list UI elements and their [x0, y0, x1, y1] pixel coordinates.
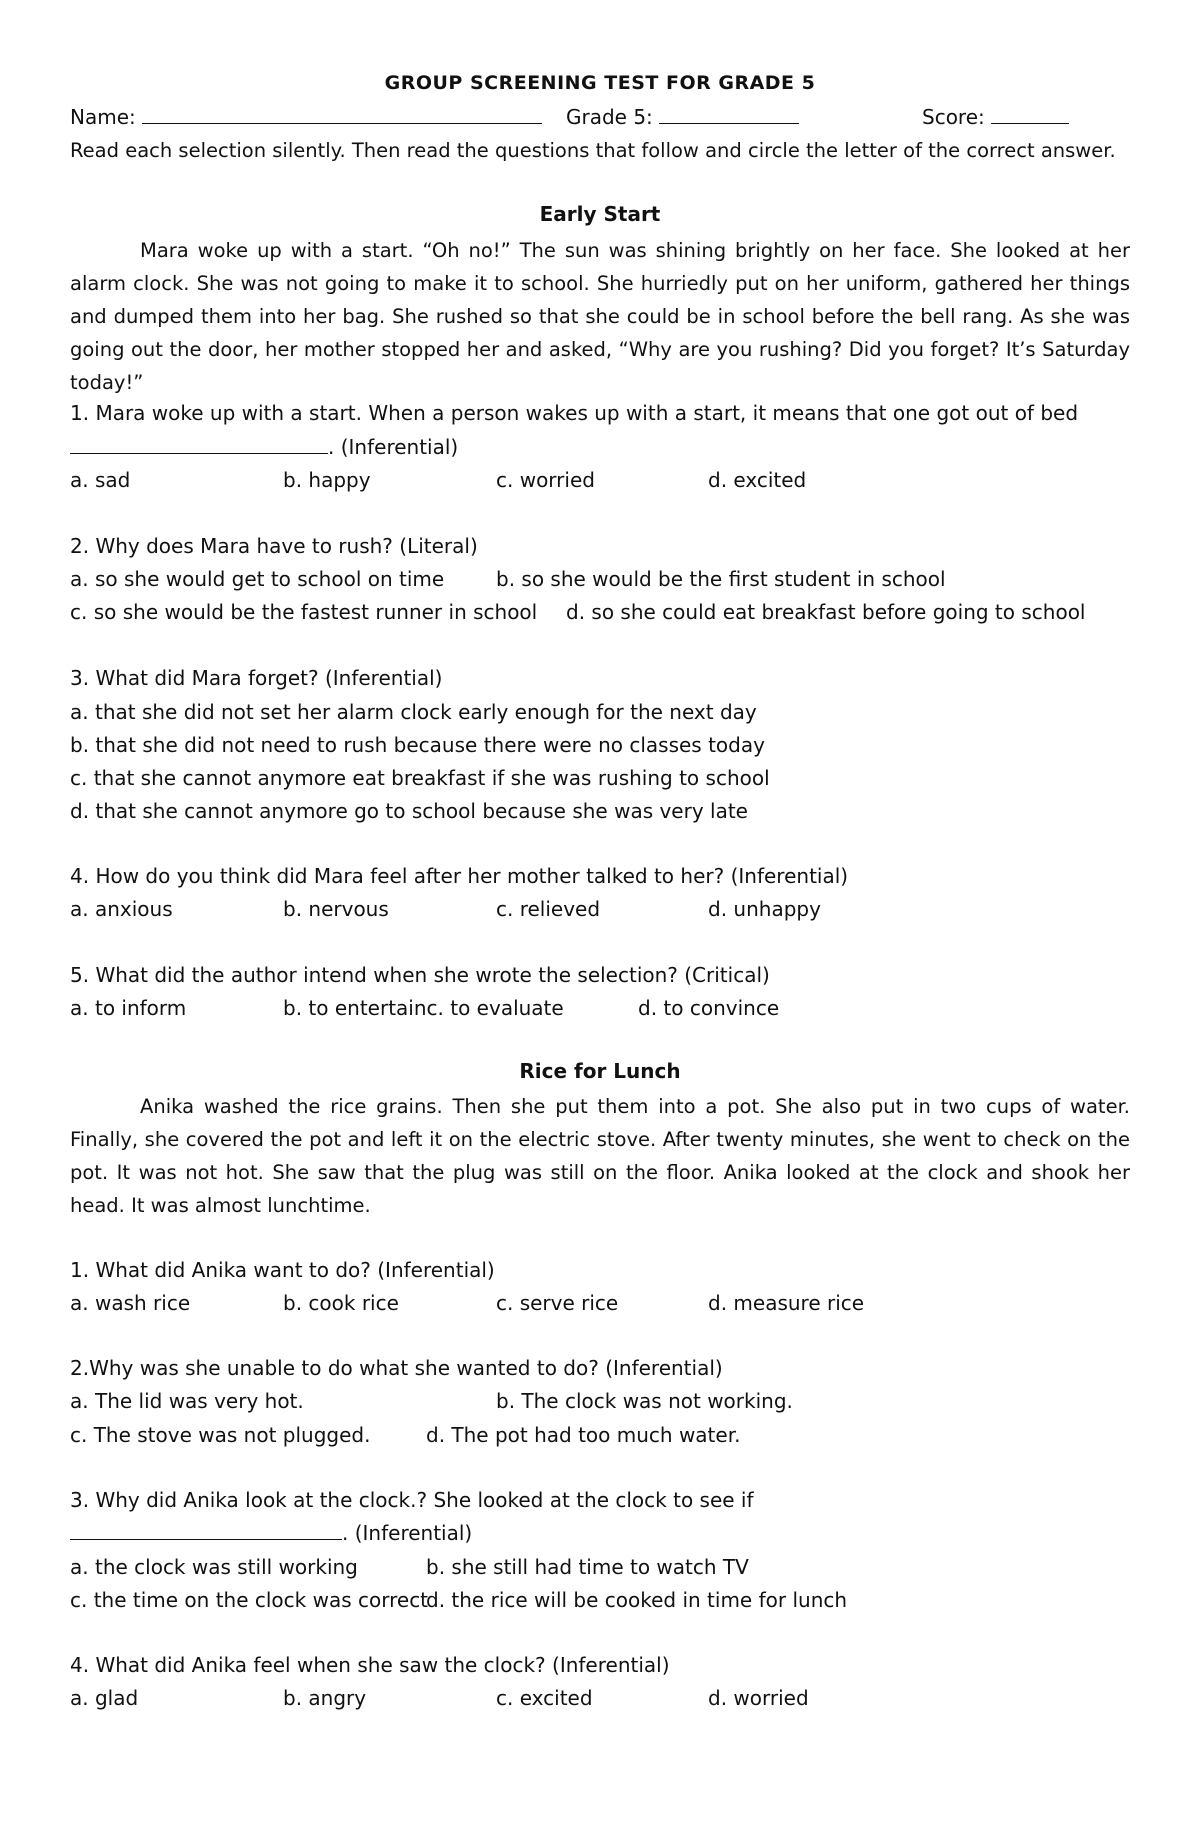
score-row [922, 102, 1069, 132]
s1-q5-option-d[interactable]: d. to convince [638, 996, 780, 1020]
s1-q1-option-a[interactable]: a. sad [70, 468, 131, 492]
s1-q5-option-a[interactable]: a. to inform [70, 996, 187, 1020]
s1-q2-option-d[interactable]: d. so she could eat breakfast before going to school [566, 600, 1086, 624]
s2-q1-option-b[interactable]: b. cook rice [283, 1291, 399, 1315]
s1-q2-text: 2. Why does Mara have to rush? (Literal) [70, 534, 478, 558]
s2-q4-text: 4. What did Anika feel when she saw the clock? (Inferential) [70, 1653, 670, 1677]
s2-q3-tag: . (Inferential) [342, 1521, 473, 1545]
s1-q1-text-cont [70, 432, 458, 462]
s2-q3-option-d[interactable]: d. the rice will be cooked in time for lunch [426, 1588, 848, 1612]
s1-q4-option-c[interactable]: c. relieved [496, 897, 601, 921]
story2-title: Rice for Lunch [519, 1059, 681, 1083]
s2-q3-option-c[interactable]: c. the time on the clock was correct [70, 1588, 429, 1612]
grade-label: Grade 5: [566, 105, 653, 129]
s2-q2-option-c[interactable]: c. The stove was not plugged. [70, 1423, 371, 1447]
s1-q3-text: 3. What did Mara forget? (Inferential) [70, 666, 443, 690]
s2-q1-option-d[interactable]: d. measure rice [708, 1291, 865, 1315]
s1-q1-option-c[interactable]: c. worried [496, 468, 595, 492]
story2-passage: Anika washed the rice grains. Then she put them into a pot. She also put in two cups of water. Finally, she covered the pot and left it on the electric stove. After twenty minutes, she went to check on the pot. It was not hot. She saw that the plug was still on the floor. Anika looked at the clock and shook her head. It was almost lunchtime. [70, 1095, 1130, 1217]
s2-q3-text-cont [70, 1518, 472, 1548]
name-row [70, 102, 542, 132]
s2-q4-option-a[interactable]: a. glad [70, 1686, 139, 1710]
s1-q4-option-d[interactable]: d. unhappy [708, 897, 821, 921]
s2-q3-option-a[interactable]: a. the clock was still working [70, 1555, 358, 1579]
s1-q1-option-d[interactable]: d. excited [708, 468, 807, 492]
s2-q1-option-c[interactable]: c. serve rice [496, 1291, 619, 1315]
s1-q4-option-b[interactable]: b. nervous [283, 897, 389, 921]
s1-q2-option-a[interactable]: a. so she would get to school on time [70, 567, 445, 591]
s1-q1-tag: . (Inferential) [328, 435, 459, 459]
s2-q2-option-b[interactable]: b. The clock was not working. [496, 1389, 793, 1413]
s2-q2-text: 2.Why was she unable to do what she wanted to do? (Inferential) [70, 1356, 723, 1380]
s2-q2-option-d[interactable]: d. The pot had too much water. [426, 1423, 741, 1447]
s1-q3-option-c[interactable]: c. that she cannot anymore eat breakfast if she was rushing to school [70, 766, 770, 790]
grade-row [566, 102, 799, 132]
story1-passage: Mara woke up with a start. “Oh no!” The sun was shining brightly on her face. She looked at her alarm clock. She was not going to make it to school. She hurriedly put on her uniform, gathered her things and dumped them into her bag. She rushed so that she could be in school before the bell rang. As she was going out the door, her mother stopped her and asked, “Why are you rushing? Did you forget? It’s Saturday today!” [70, 239, 1130, 394]
s1-q1-blank[interactable] [70, 435, 328, 454]
score-label: Score: [922, 105, 985, 129]
s1-q1-text: 1. Mara woke up with a start. When a person wakes up with a start, it means that one got out of bed [70, 401, 1079, 425]
s1-q2-option-c[interactable]: c. so she would be the fastest runner in school [70, 600, 538, 624]
s1-q2-option-b[interactable]: b. so she would be the first student in school [496, 567, 946, 591]
story1-title: Early Start [539, 202, 661, 226]
s1-q3-option-b[interactable]: b. that she did not need to rush because there were no classes today [70, 733, 765, 757]
s1-q5-text: 5. What did the author intend when she wrote the selection? (Critical) [70, 963, 770, 987]
s1-q1-option-b[interactable]: b. happy [283, 468, 371, 492]
s2-q4-option-b[interactable]: b. angry [283, 1686, 367, 1710]
grade-blank[interactable] [659, 105, 799, 124]
s1-q4-text: 4. How do you think did Mara feel after her mother talked to her? (Inferential) [70, 864, 849, 888]
s1-q4-option-a[interactable]: a. anxious [70, 897, 173, 921]
page-title: GROUP SCREENING TEST FOR GRADE 5 [384, 72, 816, 94]
s2-q3-text: 3. Why did Anika look at the clock.? She looked at the clock to see if [70, 1488, 754, 1512]
s2-q1-option-a[interactable]: a. wash rice [70, 1291, 191, 1315]
s1-q3-option-d[interactable]: d. that she cannot anymore go to school because she was very late [70, 799, 748, 823]
score-blank[interactable] [991, 105, 1069, 124]
s2-q4-option-d[interactable]: d. worried [708, 1686, 809, 1710]
s2-q3-option-b[interactable]: b. she still had time to watch TV [426, 1555, 749, 1579]
name-label: Name: [70, 105, 136, 129]
name-blank[interactable] [142, 105, 542, 124]
s2-q3-blank[interactable] [70, 1521, 342, 1540]
s1-q3-option-a[interactable]: a. that she did not set her alarm clock early enough for the next day [70, 700, 757, 724]
s2-q2-option-a[interactable]: a. The lid was very hot. [70, 1389, 304, 1413]
s2-q4-option-c[interactable]: c. excited [496, 1686, 593, 1710]
s1-q5-option-bc[interactable]: b. to entertainc. to evaluate [283, 996, 564, 1020]
instructions: Read each selection silently. Then read the questions that follow and circle the letter of the correct answer. [70, 139, 1116, 162]
s2-q1-text: 1. What did Anika want to do? (Inferential) [70, 1258, 495, 1282]
